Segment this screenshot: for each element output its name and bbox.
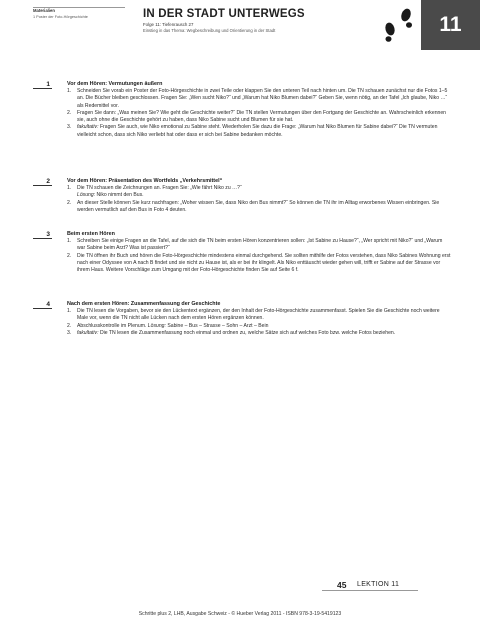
list-item: 3. fakultativ: Die TN lesen die Zusammenfassung noch einmal und ordnen zu, welche Sätze sich auf welches Foto bzw. welche Fotos beziehen. (67, 329, 396, 336)
episode-line: Folge 11: Tiefenrausch 27 (143, 22, 194, 27)
footprints-icon (378, 5, 418, 43)
section-number: 2 (33, 178, 52, 186)
page-number: 45 (337, 580, 347, 590)
section-heading: Vor dem Hören: Vermutungen äußern (67, 81, 163, 87)
list-item: 1. Die TN lesen die Vorgaben, bevor sie den Lückentext ergänzen, der den Inhalt der Foto-Hörgeschichte zusammenfasst. Spielen Sie die Geschichte noch weitere Male vor, wenn die TN nicht alle Lücken nach dem ersten Hören ergänzen können. (67, 308, 440, 322)
list-item: Lösung: Niko nimmt den Bus. (77, 192, 144, 199)
page-title: IN DER STADT UNTERWEGS (143, 8, 305, 20)
list-item: 2. Fragen Sie dann: „Was meinen Sie? Wie geht die Geschichte weiter?“ Die TN stellen Vermutungen über den Fortgang der Geschichte an. Wahrscheinlich erkennen sie, auch ohne die Geschichte gehört zu haben, dass Niko Sabine sucht und Blumen für sie hat. (67, 109, 447, 124)
list-item: 3. fakultativ: Fragen Sie auch, wie Niko emotional zu Sabine steht. Wiederholen Sie dazu die Frage: „Warum hat Niko Blumen für Sabine dabei?“ Die TN vermuten vielleicht schon, dass sich Niko verliebt hat oder dass er sich bei Sabine bedanken möchte. (67, 124, 438, 138)
section-number: 1 (33, 81, 52, 89)
materials-note (33, 8, 125, 20)
section-heading: Beim ersten Hören (67, 231, 115, 237)
materials-label: Materialien (33, 8, 55, 13)
list-item: 1. Schneiden Sie vorab ein Poster der Foto-Hörgeschichte in zwei Teile oder klappen Sie den unteren Teil nach hinten um. Die TN schauen zunächst nur die Fotos 1–5 an. Die Bücher bleiben geschlossen. Fragen Sie: „Wen sucht Niko?“ und „Warum hat Niko Blumen dabei?“ Geben Sie, wenn nötig, an der Tafel „Ich glaube, Niko …“ als Redemittel vor. (67, 88, 448, 109)
lesson-label: LEKTION 11 (357, 581, 400, 588)
lesson-badge: 11 (421, 0, 480, 50)
list-item: 2. Abschlusskontrolle im Plenum. Lösung: Sabine – Bus – Strasse – Sohn – Arzt – Bein (67, 322, 269, 329)
topic-line: Einstieg in das Thema: Wegbeschreibung und Orientierung in der Stadt (143, 28, 276, 33)
footer-rule (322, 590, 418, 591)
list-item: 1. Schreiben Sie einige Fragen an die Tafel, auf die sich die TN beim ersten Hören konzentrieren sollen: „Ist Sabine zu Hause?“, „Wer spricht mit Niko?“ und „Warum war Sabine beim Arzt? Was ist passiert?“ (67, 238, 443, 252)
page-header (143, 8, 408, 33)
section-number: 3 (33, 231, 52, 239)
list-item: 1. Die TN schauen die Zeichnungen an. Fragen Sie: „Wie fährt Niko zu …?“ (67, 185, 242, 191)
list-item: 2. An dieser Stelle können Sie kurz nachfragen: „Woher wissen Sie, dass Niko den Bus nimmt?“ So können die TN ihr im Alltag erworbenes Wissen einbringen. Sie werden vermutlich auf den Bus in Foto 4 deuten. (67, 199, 440, 213)
copyright-line: Schritte plus 2, LHB, Ausgabe Schweiz - © Hueber Verlag 2011 - ISBN 978-3-19-5419123 (138, 611, 342, 617)
materials-item: 1 Poster der Foto-Hörgeschichte (33, 15, 88, 19)
list-item: 2. Die TN öffnen ihr Buch und hören die Foto-Hörgeschichte mindestens einmal durchgehend. Sie sollten mithilfe der Fotos verstehen, dass Niko Sabines Wohnung erst nach einer Odyssee von A nach B findet und sie nicht zu Hause ist, als er bei ihr klingelt. Als Niko enttäuscht wieder gehen will, trifft er Sabine auf der Strasse vor ihrem Haus. Weitere Vorschläge zum Umgang mit der Foto-Hörgeschichte finden Sie auf Seite 6 f. (67, 252, 451, 274)
section-heading: Nach dem ersten Hören: Zusammenfassung der Geschichte (67, 301, 221, 307)
section-number: 4 (33, 301, 52, 309)
section-heading: Vor dem Hören: Präsentation des Wortfelds „Verkehrsmittel“ (67, 178, 223, 184)
